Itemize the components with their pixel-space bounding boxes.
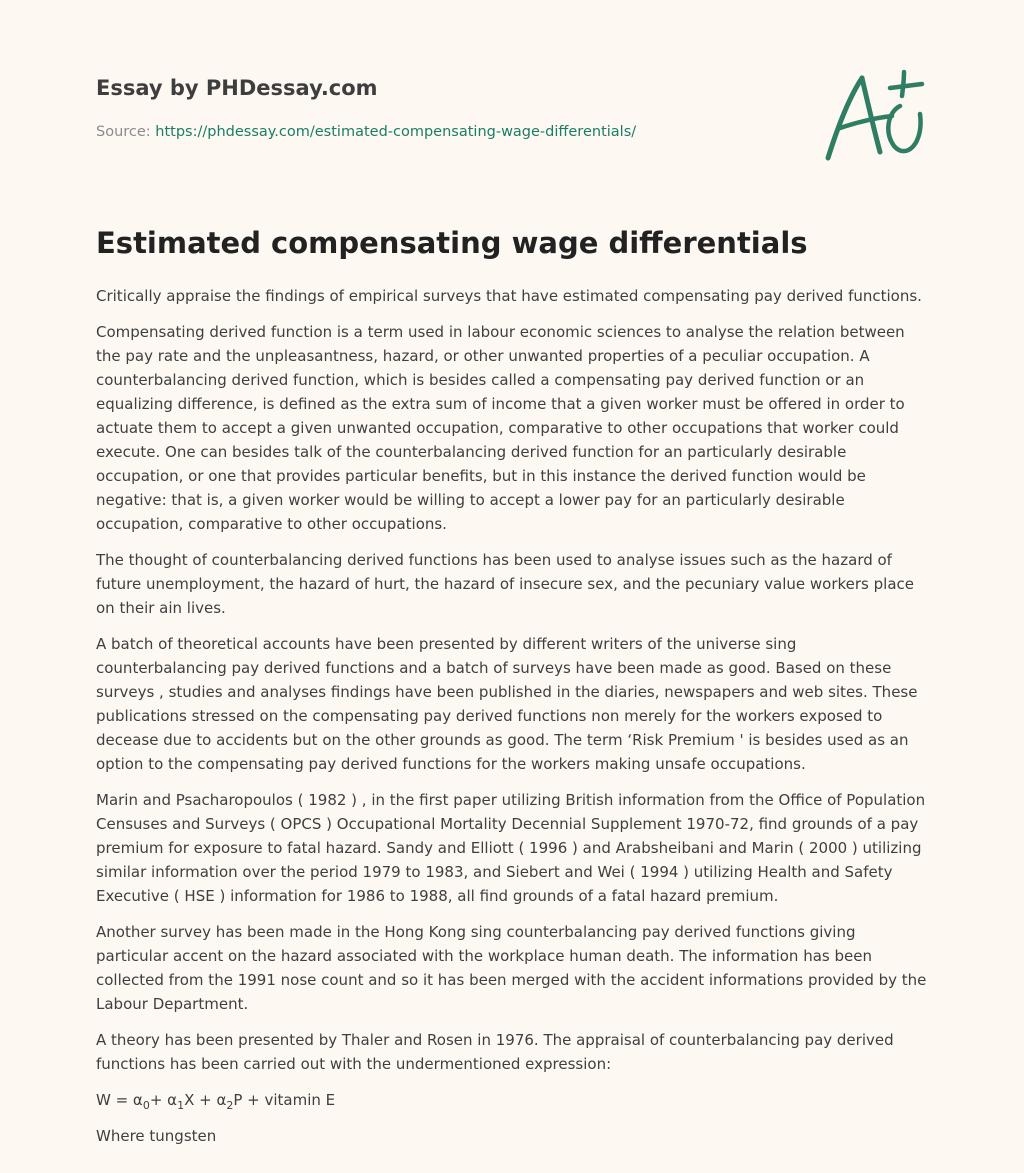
formula-subscript: 0 [142, 1099, 150, 1112]
source-line [96, 124, 636, 140]
essay-last-line: Where tungsten [96, 1127, 217, 1145]
formula-subscript: 1 [177, 1099, 185, 1112]
source-label: Source: [96, 124, 151, 140]
essay-paragraph: A theory has been presented by Thaler and Rosen in 1976. The appraisal of counterbalancing pay derived functions has been carried out with the undermentioned expression: [96, 1031, 894, 1073]
formula-part: X + α [184, 1091, 227, 1109]
formula-part: + α [149, 1091, 178, 1109]
essay-paragraph: Another survey has been made in the Hong Kong sing counterbalancing pay derived functions giving particular accent on the hazard associated with the workplace human death. The information has been collected from the 1991 nose count and so it has been merged with the accident informations provided by the Labour Department. [96, 923, 927, 1013]
site-title: Essay by PHDessay.com [96, 76, 378, 100]
formula-part: W = α [96, 1091, 143, 1109]
essay-paragraph: Marin and Psacharopoulos ( 1982 ) , in the first paper utilizing British information from the Office of Population Censuses and Surveys ( OPCS ) Occupational Mortality Decennial Supplement 1970-72, find grounds of a pay premium for exposure to fatal hazard. Sandy and Elliott ( 1996 ) and Arabsheibani and Marin ( 2000 ) utilizing similar information over the period 1979 to 1983, and Siebert and Wei ( 1994 ) utilizing Health and Safety Executive ( HSE ) information for 1986 to 1988, all find grounds of a fatal hazard premium. [96, 791, 926, 905]
essay-paragraph: Compensating derived function is a term used in labour economic sciences to analyse the relation between the pay rate and the unpleasantness, hazard, or other unwanted properties of a peculiar occupation. A counterbalancing derived function, which is besides called a compensating pay derived function or an equalizing difference, is defined as the extra sum of income that a given worker must be offered in order to actuate them to accept a given unwanted occupation, comparative to other occupations that worker could execute. One can besides talk of the counterbalancing derived function for an particularly desirable occupation, or one that provides particular benefits, but in this instance the derived function would be negative: that is, a given worker would be willing to accept a lower pay for an particularly desirable occupation, comparative to other occupations. [96, 323, 905, 533]
formula-subscript: 2 [226, 1099, 234, 1112]
essay-paragraph: The thought of counterbalancing derived functions has been used to analyse issues such as the hazard of future unemployment, the hazard of hurt, the hazard of insecure sex, and the pecuniary value workers place on their ain lives. [96, 551, 914, 617]
a-plus-logo-icon [818, 66, 930, 166]
formula [96, 1088, 928, 1112]
essay-paragraph: Critically appraise the findings of empirical surveys that have estimated compensating pay derived functions. [96, 287, 922, 305]
essay-body [96, 284, 928, 1160]
formula-part: P + vitamin E [233, 1091, 336, 1109]
essay-title: Estimated compensating wage differentials [96, 226, 808, 260]
source-link[interactable]: https://phdessay.com/estimated-compensating-wage-differentials/ [155, 124, 637, 140]
essay-paragraph: A batch of theoretical accounts have been presented by different writers of the universe sing counterbalancing pay derived functions and a batch of surveys have been made as good. Based on these surveys , studies and analyses findings have been published in the diaries, newspapers and web sites. These publications stressed on the compensating pay derived functions non merely for the workers exposed to decease due to accidents but on the other grounds as good. The term ‘Risk Premium ' is besides used as an option to the compensating pay derived functions for the workers making unsafe occupations. [96, 635, 918, 773]
